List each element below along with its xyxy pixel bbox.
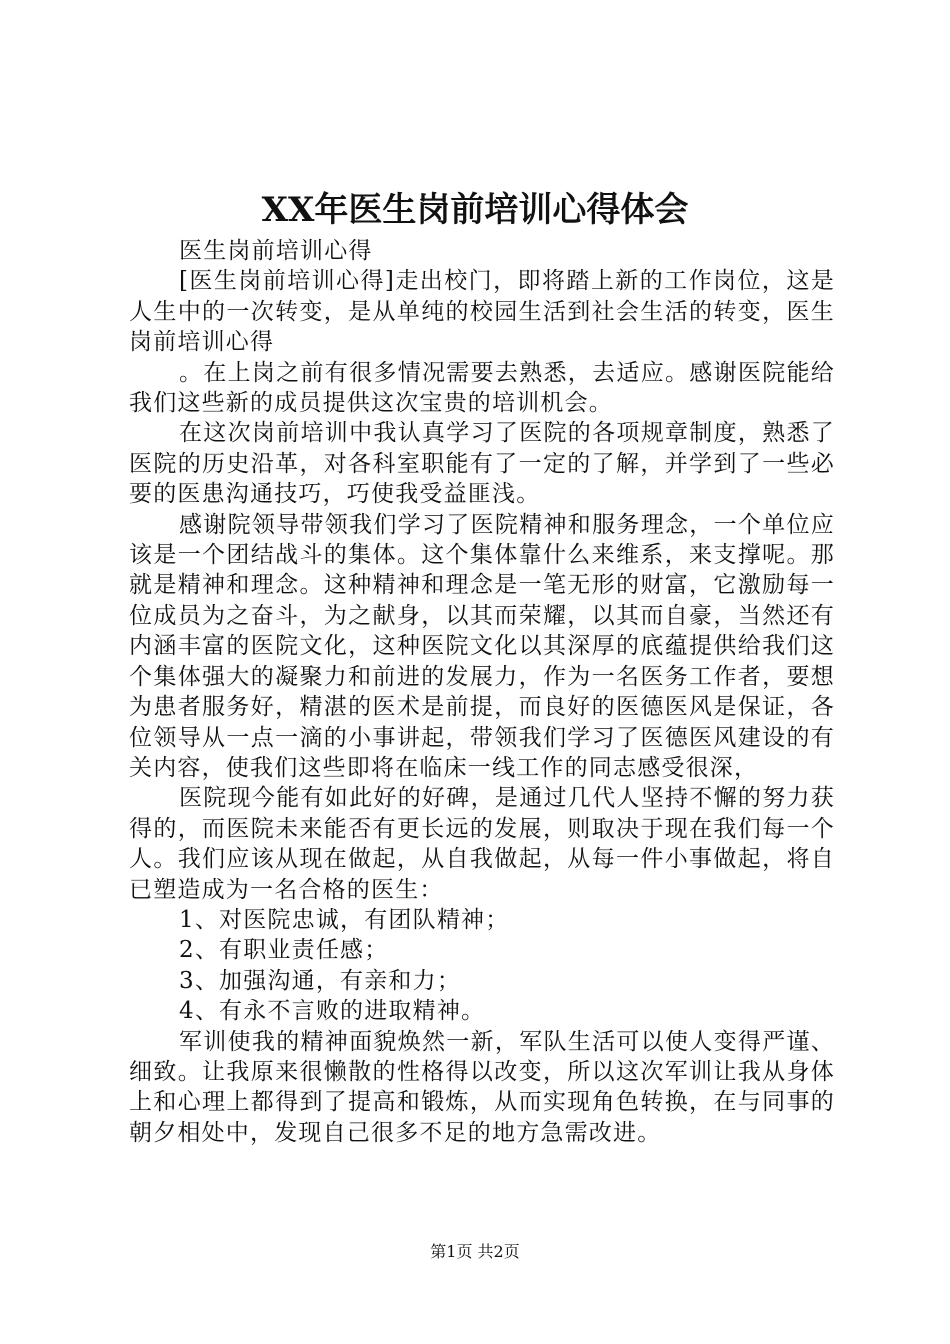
paragraph: 军训使我的精神面貌焕然一新，军队生活可以使人变得严谨、细致。让我原来很懒散的性格得以改变，所以这次军训让我从身体上和心理上都得到了提高和锻炼，从而实现角色转换，在与同事的朝夕相处中，发现自己很多不足的地方急需改进。 <box>129 1028 835 1146</box>
document-title: XX年医生岗前培训心得体会 <box>261 190 689 230</box>
list-item: 3、加强沟通，有亲和力； <box>179 967 462 994</box>
document-body <box>129 236 835 1148</box>
paragraph: 医院现今能有如此好的好碑，是通过几代人坚持不懈的努力获得的，而医院未来能否有更长远的发展，则取决于现在我们每一个人。我们应该从现在做起，从自我做起，从每一件小事做起，将自已塑造成为一名合格的医生： <box>129 785 835 903</box>
list-item: 4、有永不言败的进取精神。 <box>179 998 486 1025</box>
paragraph: [医生岗前培训心得]走出校门，即将踏上新的工作岗位，这是人生中的一次转变，是从单纯的校园生活到社会生活的转变，医生岗前培训心得 <box>129 268 835 356</box>
paragraph: 感谢院领导带领我们学习了医院精神和服务理念，一个单位应该是一个团结战斗的集体。这个集体靠什么来维系，来支撑呢。那就是精神和理念。这种精神和理念是一笔无形的财富，它激励每一位成员为之奋斗，为之献身，以其而荣耀，以其而自豪，当然还有内涵丰富的医院文化，这种医院文化以其深厚的底蕴提供给我们这个集体强大的凝聚力和前进的发展力，作为一名医务工作者，要想为患者服务好，精湛的医术是前提，而良好的医德医风是保证，各位领导从一点一滴的小事讲起，带领我们学习了医德医风建设的有关内容，使我们这些即将在临床一线工作的同志感受很深， <box>129 511 835 781</box>
page-footer: 第1页 共2页 <box>430 1242 520 1261</box>
paragraph: 医生岗前培训心得 <box>179 238 373 264</box>
list-item: 1、对医院忠诚，有团队精神； <box>179 906 510 933</box>
paragraph: 在这次岗前培训中我认真学习了医院的各项规章制度，熟悉了医院的历史沿革，对各科室职能有了一定的了解，并学到了一些必要的医患沟通技巧，巧使我受益匪浅。 <box>129 420 835 508</box>
list-item: 2、有职业责任感； <box>179 937 389 964</box>
paragraph: 。在上岗之前有很多情况需要去熟悉，去适应。感谢医院能给我们这些新的成员提供这次宝贵的培训机会。 <box>129 359 835 417</box>
